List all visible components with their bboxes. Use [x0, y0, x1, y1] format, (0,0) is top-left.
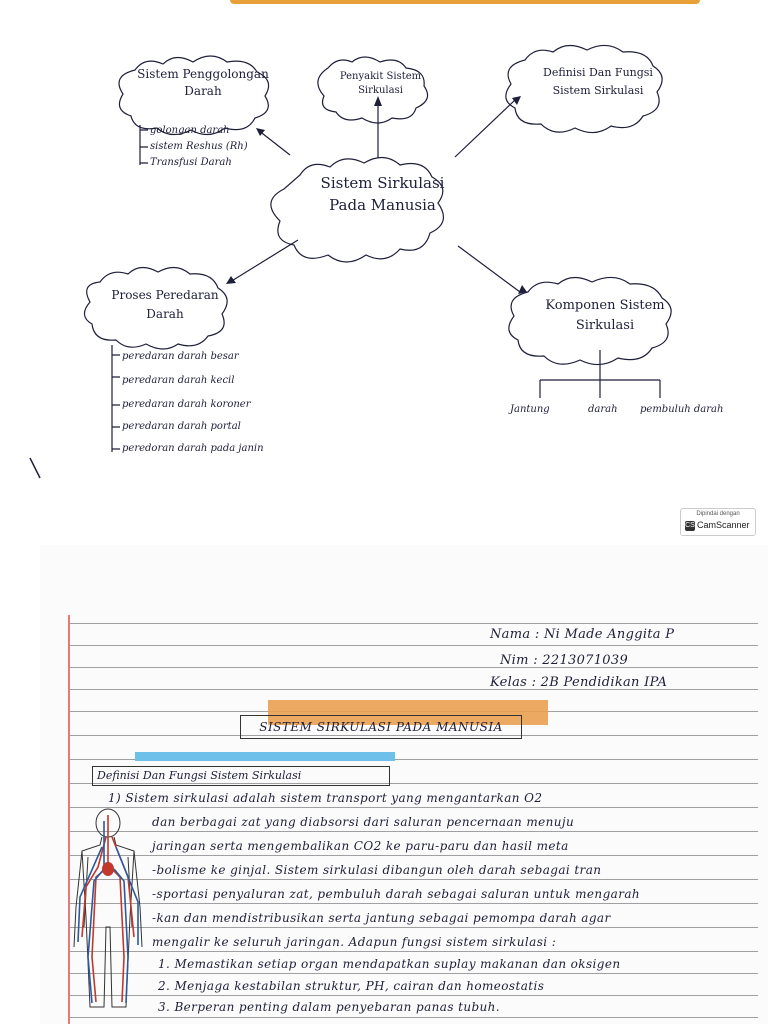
ruled-line: [70, 623, 758, 624]
camscanner-badge: [680, 508, 756, 536]
node-definisi-label: Definisi Dan Fungsi Sistem Sirkulasi: [543, 66, 653, 97]
node-penyakit-label: Penyakit Sistem Sirkulasi: [339, 71, 422, 96]
center-node-label: Sistem Sirkulasi Pada Manusia: [320, 174, 445, 214]
ruled-line: [70, 667, 758, 668]
text-line-3: jaringan serta mengembalikan CO2 ke paru-paru dan hasil meta: [152, 839, 569, 853]
text-line-4: -bolisme ke ginjal. Sistem sirkulasi dibangun oleh darah sebagai tran: [152, 863, 602, 877]
student-nim: Nim : 2213071039: [500, 653, 629, 668]
page-title: SISTEM SIRKULASI PADA MANUSIA: [240, 715, 522, 739]
text-line-9: 2. Menjaga kestabilan struktur, PH, cairan dan homeostatis: [158, 979, 545, 993]
text-line-6: -kan dan mendistribusikan serta jantung sebagai pemompa darah agar: [152, 911, 611, 925]
node-komponen-label: Komponen Sistem Sirkulasi: [545, 298, 665, 333]
node-penggolongan-label: Sistem Penggolongan Darah: [137, 67, 269, 98]
student-name: Nama : Ni Made Anggita P: [490, 627, 675, 642]
text-line-7: mengalir ke seluruh jaringan. Adapun fungsi sistem sirkulasi :: [152, 935, 557, 949]
list-item: golongan darah: [150, 125, 230, 136]
ruled-line: [70, 995, 758, 996]
ruled-line: [70, 879, 758, 880]
list-item: peredaran darah koroner: [122, 399, 251, 410]
list-item: sistem Reshus (Rh): [150, 141, 248, 152]
text-line-2: dan berbagai zat yang diabsorsi dari saluran pencernaan menuju: [152, 815, 575, 829]
text-line-5: -sportasi penyaluran zat, pembuluh darah sebagai saluran untuk mengarah: [152, 887, 641, 901]
proses-items: [122, 346, 264, 460]
ruled-line: [70, 807, 758, 808]
list-item: peredaran darah portal: [122, 421, 241, 432]
student-class: Kelas : 2B Pendidikan IPA: [490, 675, 668, 690]
text-line-8: 1. Memastikan setiap organ mendapatkan suplay makanan dan oksigen: [158, 957, 621, 971]
circulatory-figure-drawing: [68, 807, 148, 1017]
ruled-line: [70, 645, 758, 646]
scanner-brand: CamScanner: [697, 520, 750, 530]
ruled-line: [70, 903, 758, 904]
ruled-line: [70, 1017, 758, 1018]
notebook-page: [40, 545, 768, 1024]
list-item: peredaran darah kecil: [122, 375, 235, 386]
node-proses-label: Proses Peredaran Darah: [111, 288, 219, 321]
camscanner-logo-icon: CS: [685, 522, 695, 529]
list-item: peredoran darah pada janin: [122, 443, 264, 454]
scanner-caption: Dipindai dengan: [696, 511, 740, 517]
komponen-item-pembuluh: pembuluh darah: [640, 404, 724, 415]
ruled-line: [70, 831, 758, 832]
ruled-line: [70, 855, 758, 856]
list-item: peredaran darah besar: [122, 351, 239, 362]
section-heading: Definisi Dan Fungsi Sistem Sirkulasi: [92, 766, 390, 786]
ruled-line: [70, 973, 758, 974]
komponen-item-darah: darah: [588, 404, 618, 415]
ruled-line: [70, 951, 758, 952]
komponen-item-jantung: Jantung: [510, 404, 550, 415]
penggolongan-items: [150, 123, 248, 171]
text-line-10: 3. Berperan penting dalam penyebaran panas tubuh.: [158, 1000, 501, 1014]
list-item: Transfusi Darah: [150, 157, 232, 168]
ruled-line: [70, 927, 758, 928]
section-highlight: [135, 752, 395, 761]
text-line-1: 1) Sistem sirkulasi adalah sistem transport yang mengantarkan O2: [108, 791, 543, 805]
